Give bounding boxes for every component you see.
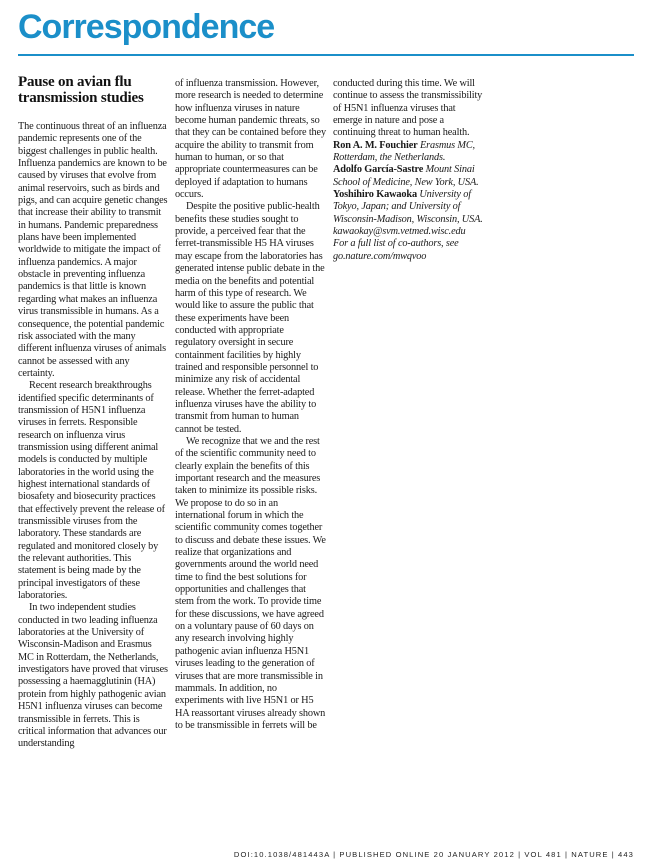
column-1: [18, 74, 168, 751]
paragraph: conducted during this time. We will continue to assess the transmissibility of H5N1 influenza viruses that emerge in nature and pose a continuing threat to human health.: [333, 78, 483, 139]
paragraph: Despite the positive public-health benefits these studies sought to provide, a perceived fear that the ferret-transmissible H5 HA viruses may escape from the laboratories has generated intense public debate in the media on the benefits and potential harm of this type of research. We would like to assure the public that these experiments have been conducted with appropriate regulatory oversight in secure containment facilities by highly trained and responsible personnel to minimize any risk of accidental release. Whether the ferret-adapted influenza viruses have the ability to transmit from human to human cannot be tested.: [175, 201, 325, 435]
signature: [333, 189, 483, 226]
author-affiliation: University of Tokyo, Japan; and University of Wisconsin-Madison, Wisconsin, USA.: [333, 189, 483, 225]
column-2: [175, 78, 326, 732]
author-affiliation: Mount Sinai School of Medicine, New York, USA.: [333, 164, 479, 188]
contact-email[interactable]: kawaokay@svm.vetmed.wisc.edu: [333, 226, 466, 238]
article-headline: Pause on avian flu transmission studies: [18, 74, 144, 106]
section-title: Correspondence: [18, 8, 275, 46]
page-footer: DOI:10.1038/481443A | PUBLISHED ONLINE 20 JANUARY 2012 | VOL 481 | NATURE | 443: [233, 850, 634, 859]
paragraph: Recent research breakthroughs identified specific determinants of transmission of H5N1 influenza viruses in ferrets. Responsible research on influenza virus transmission using different animal models is conducted by multiple laboratories in the world using the highest international standards of biosafety and biosecurity practices that effectively prevent the release of transmissible viruses from the laboratory. These standards are regulated and monitored closely by the relevant authorities. This statement is being made by the principal investigators of these laboratories.: [18, 380, 165, 602]
paragraph: We recognize that we and the rest of the scientific community need to clearly explain the benefits of this important research and the measures taken to minimize its possible risks. We propose to do so in an international forum in which the scientific community comes together to discuss and debate these issues. We realize that organizations and governments around the world need time to find the best solutions for opportunities and challenges that stem from the work. To provide time for these discussions, we have agreed on a voluntary pause of 60 days on any research involving highly pathogenic avian influenza H5N1 viruses leading to the generation of viruses that are more transmissible in mammals. In addition, no experiments with live H5N1 or H5 HA reassortant viruses already shown to be transmissible in ferrets will be: [175, 435, 326, 731]
signature-block: [333, 140, 483, 263]
title-rule: [18, 54, 634, 56]
author-name: Adolfo García-Sastre: [333, 164, 424, 176]
signature: [333, 164, 483, 189]
column-3: [333, 78, 483, 263]
author-name: Yoshihiro Kawaoka: [333, 189, 417, 201]
signature: [333, 140, 483, 165]
paragraph: of influenza transmission. However, more research is needed to determine how influenza viruses in nature become human pandemic threats, so that they can be contained before they acquire the ability to transmit from human to human, or so that appropriate countermeasures can be deployed if adaptation to humans occurs.: [175, 78, 326, 201]
author-name: Ron A. M. Fouchier: [333, 139, 418, 151]
coauthors-note: For a full list of co-authors, see go.nature.com/mwqvoo: [333, 238, 459, 262]
author-affiliation: Erasmus MC, Rotterdam, the Netherlands.: [333, 139, 475, 164]
paragraph: The continuous threat of an influenza pandemic represents one of the biggest challenges in public health. Influenza pandemics are known to be caused by viruses that evolve from animal reservoirs, such as birds and pigs, and can acquire genetic changes that increase their ability to transmit in humans. Pandemic preparedness plans have been implemented worldwide to mitigate the impact of influenza pandemics. A major obstacle in preventing influenza pandemics is that little is known regarding what makes an influenza virus transmissible in humans. As a consequence, the potential pandemic risk associated with the many different influenza viruses of animals cannot be assessed with any certainty.: [18, 121, 168, 379]
paragraph: In two independent studies conducted in two leading influenza laboratories at the University of Wisconsin-Madison and Erasmus MC in Rotterdam, the Netherlands, investigators have proved that viruses possessing a haemagglutinin (HA) protein from highly pathogenic avian H5N1 influenza viruses can become transmissible in ferrets. This is critical information that advances our understanding: [18, 602, 168, 750]
